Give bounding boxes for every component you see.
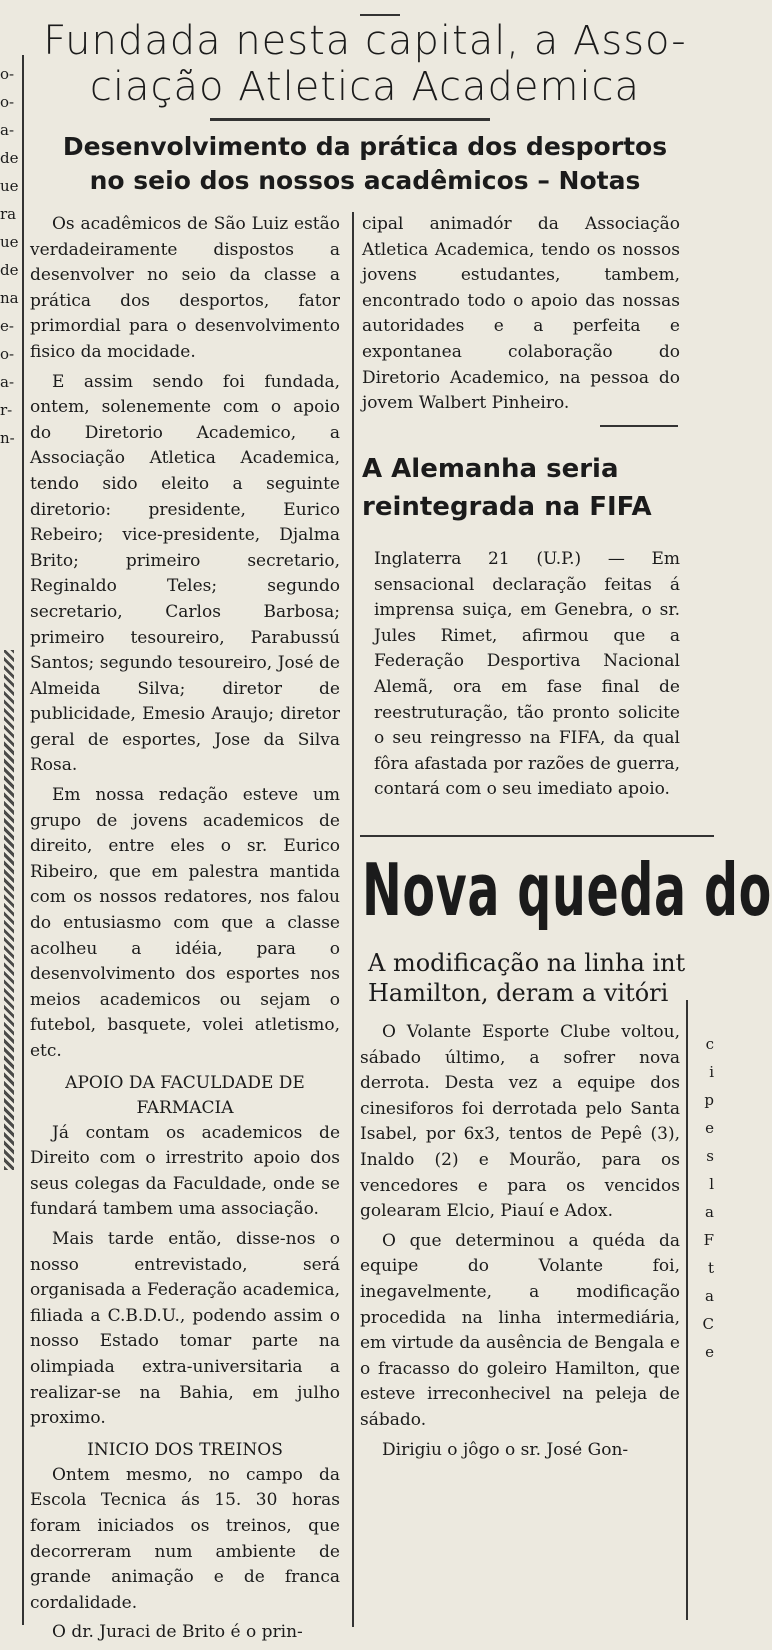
margin-fragment: ue <box>0 177 19 195</box>
margin-fragment: ue <box>0 233 19 251</box>
margin-fragment: a- <box>0 373 15 391</box>
margin-fragment: n- <box>0 429 15 447</box>
alemanha-headline <box>362 450 682 526</box>
margin-fragment: r- <box>0 401 13 419</box>
article-paragraph: Dirigiu o jôgo o sr. José Gon- <box>382 1439 629 1460</box>
section-heading-farmacia: APOIO DA FACULDADE DE FARMACIA <box>65 1072 305 1118</box>
margin-fragment: p <box>704 1091 714 1109</box>
nova-queda-subheadline-line2: Hamilton, deram a vitóri <box>368 979 669 1007</box>
margin-fragment: de <box>0 149 19 167</box>
article-paragraph: Já contam os academicos de Direito com o irrestrito apoio dos seus colegas da Faculdade, onde se fundará tambem uma associação. <box>30 1122 340 1220</box>
margin-fragment: a <box>705 1287 714 1305</box>
column-divider-left <box>22 55 24 1625</box>
headline-rule <box>210 118 490 121</box>
margin-fragment: e- <box>0 317 14 335</box>
margin-fragment: C <box>702 1315 714 1333</box>
article-paragraph: O Volante Esporte Clube voltou, sábado último, a sofrer nova derrota. Desta vez a equipe dos cinesiforos foi derrotada pelo Santa Isabel, por 6x3, tentos de Pepê (3), Inaldo (2) e Mourão, para os vencedores e para os vencidos golearam Elcio, Piauí e Adox. <box>360 1022 680 1222</box>
main-headline-line1: Fundada nesta capital, a Asso- <box>43 18 687 64</box>
margin-fragment: i <box>709 1063 714 1081</box>
nova-queda-subheadline <box>368 948 714 1008</box>
alemanha-headline-line2: reintegrada na FIFA <box>362 492 652 522</box>
margin-fragment: t <box>707 1259 714 1277</box>
alemanha-headline-line1: A Alemanha seria <box>362 454 619 484</box>
sub-headline <box>30 130 700 198</box>
left-margin-fragments <box>0 60 22 452</box>
margin-fragment: a <box>705 1203 714 1221</box>
nova-queda-subheadline-line1: A modificação na linha int <box>368 949 686 977</box>
margin-fragment: de <box>0 261 19 279</box>
article-paragraph: Ontem mesmo, no campo da Escola Tecnica ás 15. 30 horas foram iniciados os treinos, que decorreram num ambiente de grande animação e de franca cordalidade. <box>30 1464 340 1613</box>
section-rule <box>360 835 714 837</box>
margin-fragment: na <box>0 289 19 307</box>
sub-headline-line1: Desenvolvimento da prática dos desportos <box>62 132 668 161</box>
top-rule <box>360 14 400 16</box>
margin-fragment: a- <box>0 121 15 139</box>
nova-queda-article <box>360 1020 680 1467</box>
article-paragraph: Mais tarde então, disse-nos o nosso entrevistado, será organisada a Federação academica, filiada a C.B.D.U., podendo assim o nosso Estado tomar parte na olimpiada extra-universitaria a realizar-se na Bahia, em julho proximo. <box>30 1228 340 1429</box>
article-paragraph: O que determinou a quéda da equipe do Volante foi, inegavelmente, a modificação procedida na linha intermediária, em virtude da ausência de Bengala e o fracasso do goleiro Hamilton, que esteve irreconhecivel na peleja de sábado. <box>360 1230 680 1430</box>
margin-fragment: o- <box>0 65 15 83</box>
main-headline-line2: ciação Atletica Academica <box>89 64 641 110</box>
alemanha-article <box>374 547 680 807</box>
nova-queda-headline: Nova queda do <box>362 848 772 932</box>
margin-fragment: e <box>705 1119 714 1137</box>
margin-fragment: s <box>706 1147 714 1165</box>
article-column-left <box>30 212 340 1650</box>
sub-headline-line2: no seio dos nossos acadêmicos – Notas <box>89 166 641 195</box>
column-divider-middle <box>352 212 354 1627</box>
article-paragraph: E assim sendo foi fundada, ontem, solenemente com o apoio do Diretorio Academico, a Associação Atletica Academica, tendo sido eleito a seguinte diretorio: presidente, Eurico Rebeiro; vice-presidente, Djalma Brito; primeiro secretario, Reginaldo Teles; segundo secretario, Carlos Barbosa; primeiro tesoureiro, Parabussú Santos; segundo tesoureiro, José de Almeida Silva; diretor de publicidade, Emesio Araujo; diretor geral de esportes, Jose da Silva Rosa. <box>30 371 340 776</box>
margin-fragment: o- <box>0 345 15 363</box>
margin-fragment: e <box>705 1343 714 1361</box>
margin-fragment: c <box>705 1035 714 1053</box>
column-divider-right <box>686 1000 688 1620</box>
article-paragraph: Os acadêmicos de São Luiz estão verdadeiramente dispostos a desenvolver no seio da classe a prática dos desportos, fator primordial para o desenvolvimento fisico da mocidade. <box>30 214 340 362</box>
article-paragraph: Em nossa redação esteve um grupo de jovens academicos de direito, entre eles o sr. Eurico Ribeiro, que em palestra mantida com os nossos redatores, nos falou do entusiasmo com que a classe acolheu a idéia, para o desenvolvimento dos esportes nos meios academicos ou sejam o futebol, basquete, volei atletismo, etc. <box>30 785 340 1061</box>
decorative-border <box>4 650 14 1170</box>
article-paragraph: cipal animadór da Associação Atletica Academica, tendo os nossos jovens estudantes, tambem, encontrado todo o apoio das nossas autoridades e a perfeita e expontanea colaboração do Diretorio Academico, na pessoa do jovem Walbert Pinheiro. <box>362 214 680 414</box>
article-end-rule <box>600 425 678 427</box>
section-heading-treinos: INICIO DOS TREINOS <box>87 1439 283 1460</box>
margin-fragment: ra <box>0 205 17 223</box>
margin-fragment: o- <box>0 93 15 111</box>
article-column-right-continuation <box>362 212 680 421</box>
right-margin-fragments <box>692 1030 714 1366</box>
article-paragraph: O dr. Juraci de Brito é o prin- <box>52 1622 303 1643</box>
main-headline <box>30 18 700 110</box>
margin-fragment: l <box>709 1175 714 1193</box>
margin-fragment: F <box>703 1231 714 1249</box>
article-paragraph: Inglaterra 21 (U.P.) — Em sensacional declaração feitas á imprensa suiça, em Genebra, o sr. Jules Rimet, afirmou que a Federação Desportiva Nacional Alemã, ora em fase final de reestruturação, tão pronto solicite o seu reingresso na FIFA, da qual fôra afastada por razões de guerra, contará com o seu imediato apoio. <box>374 549 680 800</box>
